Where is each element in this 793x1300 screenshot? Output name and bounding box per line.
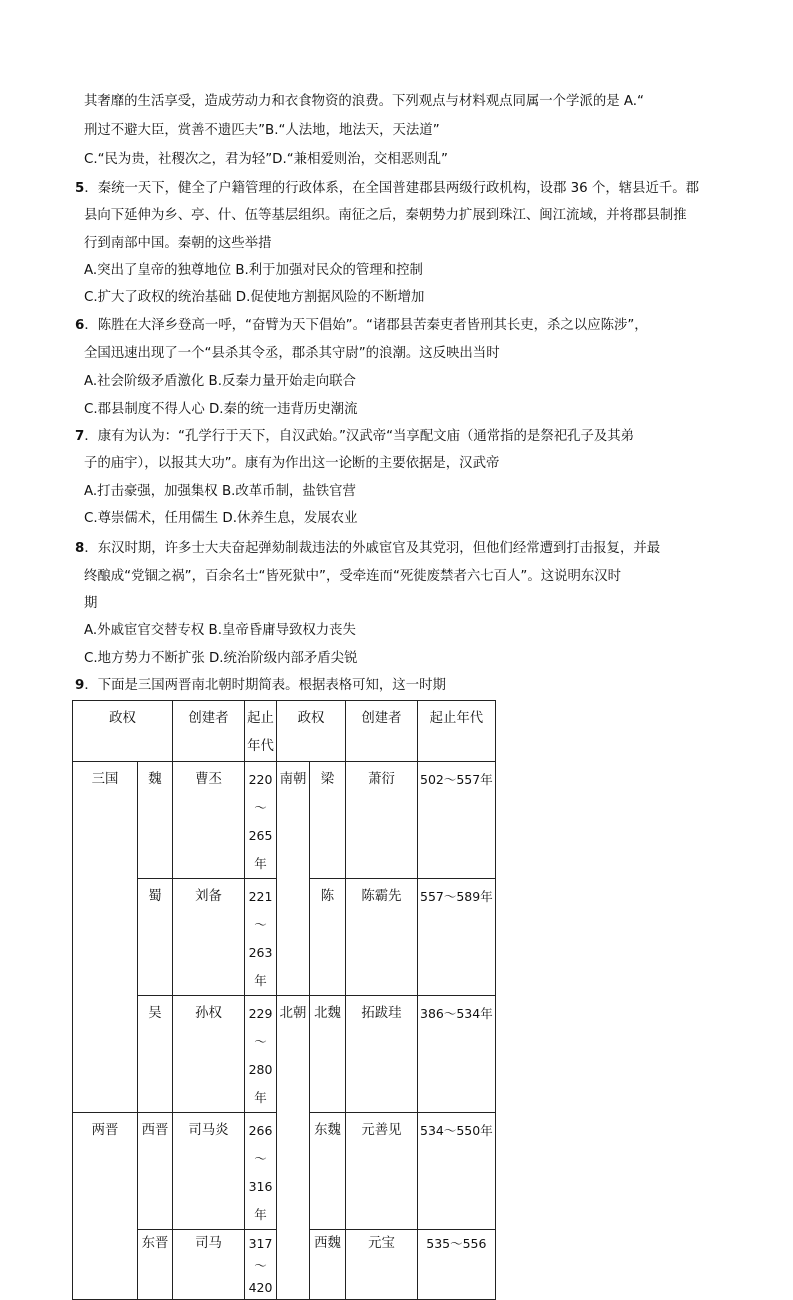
question-5-stem: 5．秦统一天下，健全了户籍管理的行政体系，在全国普建郡县两级行政机构，设郡 36 个，辖县近千。郡 [75, 181, 700, 196]
group-sanguo: 三国 [73, 762, 138, 1113]
question-7-stem: 7．康有为认为：“孔学行于天下，自汉武始。”汉武帝“当享配文庙（通常指的是祭祀孔子及其弟 [75, 429, 635, 444]
options-line: C.扩大了政权的统治基础 D.促使地方割据风险的不断增加 [84, 290, 425, 305]
options-line: C.地方势力不断扩张 D.统治阶级内部矛盾尖锐 [84, 651, 358, 666]
years-cell: 535～556 [418, 1230, 496, 1300]
years-cell: 229～280年 [245, 996, 277, 1113]
text-line: C.“民为贵，社稷次之，君为轻”D.“兼相爱则治，交相恶则乱” [84, 152, 448, 167]
options-line: A.外戚宦官交替专权 B.皇帝昏庸导致权力丧失 [84, 623, 356, 638]
header-founder: 创建者 [173, 701, 245, 762]
state-cell: 蜀 [138, 879, 173, 996]
years-cell: 317～420 [245, 1230, 277, 1300]
header-regime: 政权 [73, 701, 173, 762]
state-cell: 吴 [138, 996, 173, 1113]
group-liangjin: 两晋 [73, 1113, 138, 1300]
founder-cell: 曹丕 [173, 762, 245, 879]
question-6-stem: 6．陈胜在大泽乡登高一呼，“奋臂为天下倡始”。“诸郡县苦秦吏者皆刑其长吏，杀之以应陈涉”， [75, 318, 648, 333]
founder-cell: 司马炎 [173, 1113, 245, 1230]
dynasty-table [72, 700, 496, 1300]
group-beichao: 北朝 [277, 996, 310, 1300]
text-line: 终酿成“党锢之祸”，百余名士“皆死狱中”，受牵连而“死徙废禁者六七百人”。这说明东汉时 [84, 569, 622, 584]
years-cell: 266～316年 [245, 1113, 277, 1230]
table-header-row [73, 701, 496, 762]
text-line: 期 [84, 596, 98, 611]
text-line: 县向下延伸为乡、亭、什、伍等基层组织。南征之后，秦朝势力扩展到珠江、闽江流域，并将郡县制推 [84, 208, 687, 223]
state-cell: 魏 [138, 762, 173, 879]
founder-cell: 拓跋珪 [346, 996, 418, 1113]
header-founder-2: 创建者 [346, 701, 418, 762]
state-cell: 西魏 [310, 1230, 346, 1300]
years-cell: 502～557年 [418, 762, 496, 879]
state-cell: 东晋 [138, 1230, 173, 1300]
options-line: A.打击豪强，加强集权 B.改革币制，盐铁官营 [84, 484, 356, 499]
state-cell: 陈 [310, 879, 346, 996]
years-cell: 557～589年 [418, 879, 496, 996]
header-regime-2: 政权 [277, 701, 346, 762]
header-years: 起止年代 [245, 701, 277, 762]
options-line: C.郡县制度不得人心 D.秦的统一违背历史潮流 [84, 402, 358, 417]
question-8-stem: 8．东汉时期，许多士大夫奋起弹劾制裁违法的外戚宦官及其党羽，但他们经常遭到打击报复，并最 [75, 541, 661, 556]
founder-cell: 司马 [173, 1230, 245, 1300]
years-cell: 534～550年 [418, 1113, 496, 1230]
state-cell: 东魏 [310, 1113, 346, 1230]
founder-cell: 刘备 [173, 879, 245, 996]
header-years-2: 起止年代 [418, 701, 496, 762]
options-line: A.社会阶级矛盾激化 B.反秦力量开始走向联合 [84, 374, 356, 389]
founder-cell: 元宝 [346, 1230, 418, 1300]
founder-cell: 萧衍 [346, 762, 418, 879]
founder-cell: 元善见 [346, 1113, 418, 1230]
years-cell: 220～265年 [245, 762, 277, 879]
text-line: 子的庙宇），以报其大功”。康有为作出这一论断的主要依据是，汉武帝 [84, 456, 500, 471]
options-line: A.突出了皇帝的独尊地位 B.利于加强对民众的管理和控制 [84, 263, 423, 278]
group-nanchao: 南朝 [277, 762, 310, 996]
table-row [73, 762, 496, 879]
state-cell: 北魏 [310, 996, 346, 1113]
text-line: 全国迅速出现了一个“县杀其令丞，郡杀其守尉”的浪潮。这反映出当时 [84, 346, 500, 361]
text-line: 行到南部中国。秦朝的这些举措 [84, 236, 272, 251]
founder-cell: 陈霸先 [346, 879, 418, 996]
founder-cell: 孙权 [173, 996, 245, 1113]
question-9-stem: 9．下面是三国两晋南北朝时期简表。根据表格可知，这一时期 [75, 678, 446, 693]
years-cell: 386～534年 [418, 996, 496, 1113]
text-line: 刑过不避大臣，赏善不遗匹夫”B.“人法地，地法天，天法道” [84, 123, 440, 138]
state-cell: 西晋 [138, 1113, 173, 1230]
years-cell: 221～263年 [245, 879, 277, 996]
text-line: 其奢靡的生活享受，造成劳动力和衣食物资的浪费。下列观点与材料观点同属一个学派的是 A.“ [84, 94, 644, 109]
options-line: C.尊崇儒术，任用儒生 D.休养生息，发展农业 [84, 511, 358, 526]
state-cell: 梁 [310, 762, 346, 879]
